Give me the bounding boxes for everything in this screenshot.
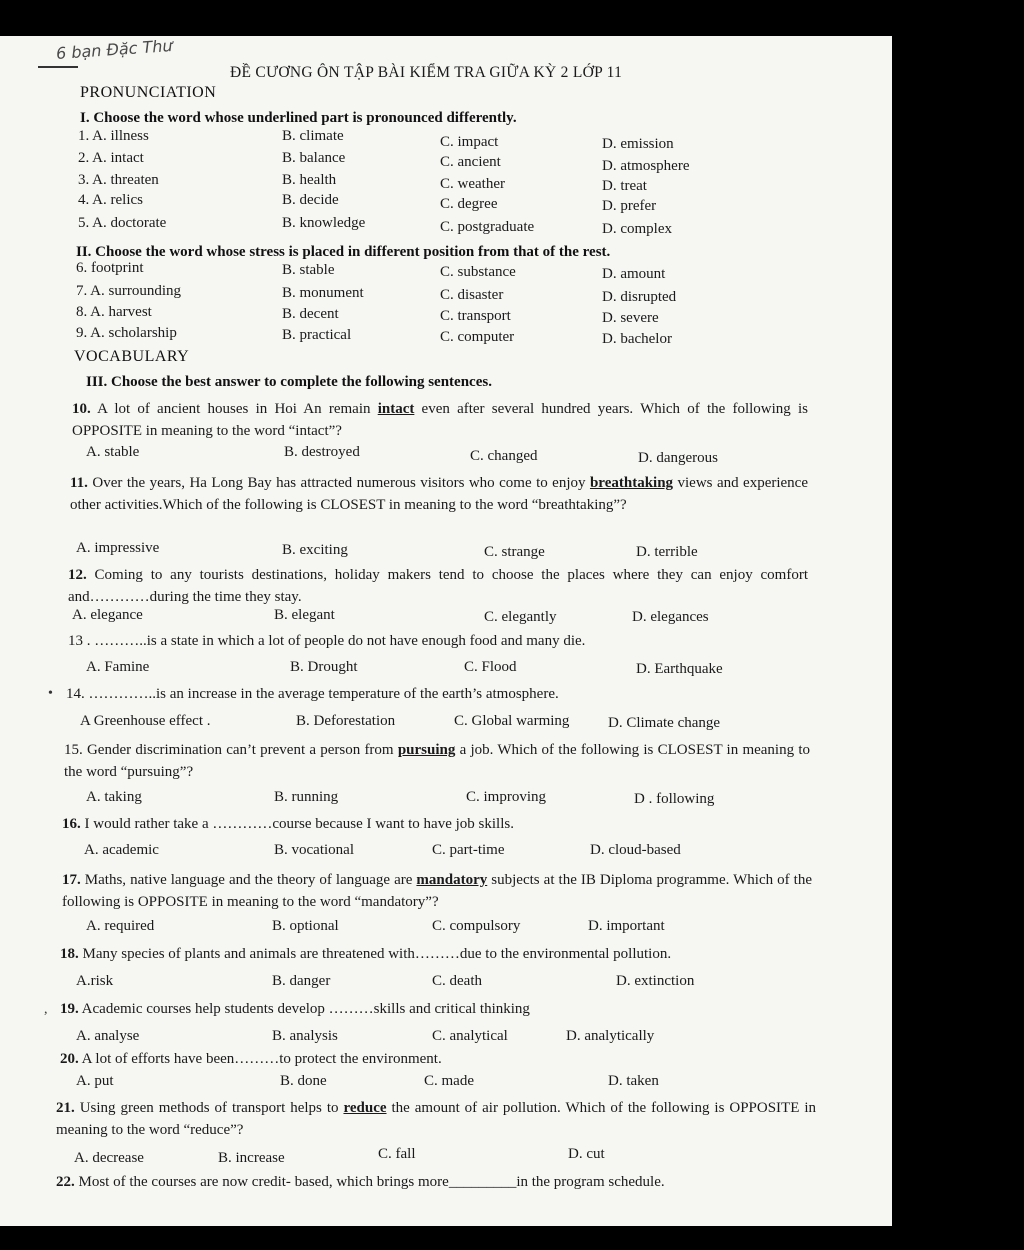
option-d: D. Earthquake [636, 661, 723, 677]
option-a: 6. footprint [76, 260, 144, 276]
option-a: A. elegance [72, 607, 143, 623]
question-10: 10. A lot of ancient houses in Hoi An remain intact even after several hundred years. Which of the following is OPPOSITE in meaning to the word “intact”? [72, 401, 809, 439]
question-14: 14. …………..is an increase in the average temperature of the earth’s atmosphere. [66, 686, 559, 702]
option-b: B. optional [272, 918, 339, 934]
question-19: 19. Academic courses help students develop ………skills and critical thinking [60, 1001, 530, 1017]
option-d: D. taken [608, 1073, 659, 1089]
option-c: C. elegantly [484, 609, 557, 625]
margin-mark: • [48, 686, 53, 701]
option-b: B. practical [282, 327, 352, 343]
option-d: D . following [634, 791, 715, 807]
question-16: 16. I would rather take a …………course because I want to have job skills. [62, 816, 514, 832]
option-b: B. done [280, 1073, 327, 1089]
option-b: B. Deforestation [296, 713, 396, 729]
option-a: A. academic [84, 842, 159, 858]
option-c: C. disaster [440, 287, 504, 303]
section-pronunciation: PRONUNCIATION [80, 84, 217, 101]
option-c: C. part-time [432, 842, 505, 858]
option-d: D. bachelor [602, 331, 672, 347]
option-d: D. analytically [566, 1028, 655, 1044]
question-15: 15. Gender discrimination can’t prevent a person from pursuing a job. Which of the following is CLOSEST in meaning to the word “pursuing”? [64, 742, 810, 780]
key-word: intact [377, 401, 415, 417]
option-b: B. Drought [290, 659, 358, 675]
option-c: C. analytical [432, 1028, 508, 1044]
option-d: D. elegances [632, 609, 709, 625]
option-c: C. substance [440, 264, 516, 280]
option-b: B. balance [282, 150, 346, 166]
option-d: D. atmosphere [602, 158, 690, 174]
option-a: 1. A. illness [78, 128, 149, 144]
option-b: B. decent [282, 306, 339, 322]
option-b: B. danger [272, 973, 331, 989]
option-a: 2. A. intact [78, 150, 144, 166]
key-word: breathtaking [589, 475, 674, 491]
option-a: A. stable [86, 444, 140, 460]
option-a: A. required [86, 918, 155, 934]
option-d: D. complex [602, 221, 672, 237]
option-a: A. Famine [86, 659, 150, 675]
option-c: C. made [424, 1073, 474, 1089]
section-vocabulary: VOCABULARY [74, 348, 190, 365]
option-b: B. running [274, 789, 339, 805]
option-b: B. decide [282, 192, 339, 208]
question-21: 21. Using green methods of transport helps to reduce the amount of air pollution. Which of the following is OPPOSITE in meaning to the word “reduce”? [56, 1100, 816, 1138]
option-d: D. prefer [602, 198, 657, 214]
option-d: D. treat [602, 178, 647, 194]
question-20: 20. A lot of efforts have been………to protect the environment. [60, 1051, 442, 1067]
option-b: B. stable [282, 262, 335, 278]
option-c: C. ancient [440, 154, 501, 170]
margin-mark: , [44, 1002, 48, 1017]
option-c: C. weather [440, 176, 505, 192]
option-d: D. cut [568, 1146, 605, 1162]
option-a: A. impressive [76, 540, 160, 556]
option-d: D. terrible [636, 544, 698, 560]
option-c: C. postgraduate [440, 219, 535, 235]
option-a: A. decrease [74, 1150, 144, 1166]
option-d: D. amount [602, 266, 666, 282]
option-b: B. monument [282, 285, 364, 301]
option-b: B. knowledge [282, 215, 366, 231]
option-c: C. degree [440, 196, 498, 212]
option-c: C. improving [466, 789, 547, 805]
question-17: 17. Maths, native language and the theory of language are mandatory subjects at the IB Diploma programme. Which of the following is OPPOSITE in meaning to the word “mandatory”? [62, 872, 812, 910]
instruction-i: I. Choose the word whose underlined part is pronounced differently. [80, 110, 517, 126]
option-c: C. computer [440, 329, 515, 345]
option-a: A. analyse [76, 1028, 140, 1044]
option-d: D. severe [602, 310, 659, 326]
option-c: C. Flood [464, 659, 517, 675]
option-b: B. destroyed [284, 444, 360, 460]
option-a: 8. A. harvest [76, 304, 152, 320]
option-a: A.risk [76, 973, 114, 989]
key-word: reduce [343, 1100, 387, 1116]
option-b: B. increase [218, 1150, 285, 1166]
key-word: mandatory [416, 872, 488, 888]
option-a: A. taking [86, 789, 142, 805]
option-c: C. transport [440, 308, 511, 324]
question-22: 22. Most of the courses are now credit- based, which brings more_________in the program schedule. [56, 1174, 665, 1190]
option-d: D. dangerous [638, 450, 718, 466]
option-d: D. Climate change [608, 715, 721, 731]
option-d: D. important [588, 918, 665, 934]
option-c: C. impact [440, 134, 499, 150]
option-a: A. put [76, 1073, 114, 1089]
option-c: C. strange [484, 544, 545, 560]
option-c: C. death [432, 973, 482, 989]
option-a: 3. A. threaten [78, 172, 159, 188]
handwritten-underline [38, 66, 78, 68]
option-d: D. emission [602, 136, 674, 152]
option-b: B. climate [282, 128, 344, 144]
instruction-iii: III. Choose the best answer to complete the following sentences. [86, 374, 492, 390]
option-d: D. cloud-based [590, 842, 681, 858]
question-12: 12. Coming to any tourists destinations, holiday makers tend to choose the places where they can enjoy comfort and…………during the time they stay. [68, 567, 808, 605]
option-a: 5. A. doctorate [78, 215, 167, 231]
option-b: B. elegant [274, 607, 335, 623]
option-d: D. disrupted [602, 289, 677, 305]
key-word: pursuing [397, 742, 456, 758]
option-c: C. Global warming [454, 713, 570, 729]
option-b: B. exciting [282, 542, 348, 558]
option-a: 7. A. surrounding [76, 283, 181, 299]
option-a: 9. A. scholarship [76, 325, 177, 341]
option-c: C. fall [378, 1146, 416, 1162]
option-a: 4. A. relics [78, 192, 143, 208]
option-b: B. analysis [272, 1028, 338, 1044]
question-11: 11. Over the years, Ha Long Bay has attracted numerous visitors who come to enjoy breathtaking views and experience other activities.Which of the following is CLOSEST in meaning to the word “breathtaking”? [70, 475, 808, 513]
option-d: D. extinction [616, 973, 695, 989]
option-b: B. vocational [274, 842, 354, 858]
option-c: C. compulsory [432, 918, 521, 934]
instruction-ii: II. Choose the word whose stress is placed in different position from that of the rest. [76, 244, 611, 260]
question-18: 18. Many species of plants and animals are threatened with………due to the environmental pollution. [60, 946, 672, 962]
option-a: A Greenhouse effect . [80, 713, 211, 729]
question-13: 13 . ………..is a state in which a lot of people do not have enough food and many die. [68, 633, 586, 649]
handwritten-note: 6 bạn Đặc Thư [55, 35, 174, 64]
option-c: C. changed [470, 448, 538, 464]
option-b: B. health [282, 172, 337, 188]
page-title: ĐỀ CƯƠNG ÔN TẬP BÀI KIỂM TRA GIỮA KỲ 2 LỚP 11 [230, 64, 623, 81]
